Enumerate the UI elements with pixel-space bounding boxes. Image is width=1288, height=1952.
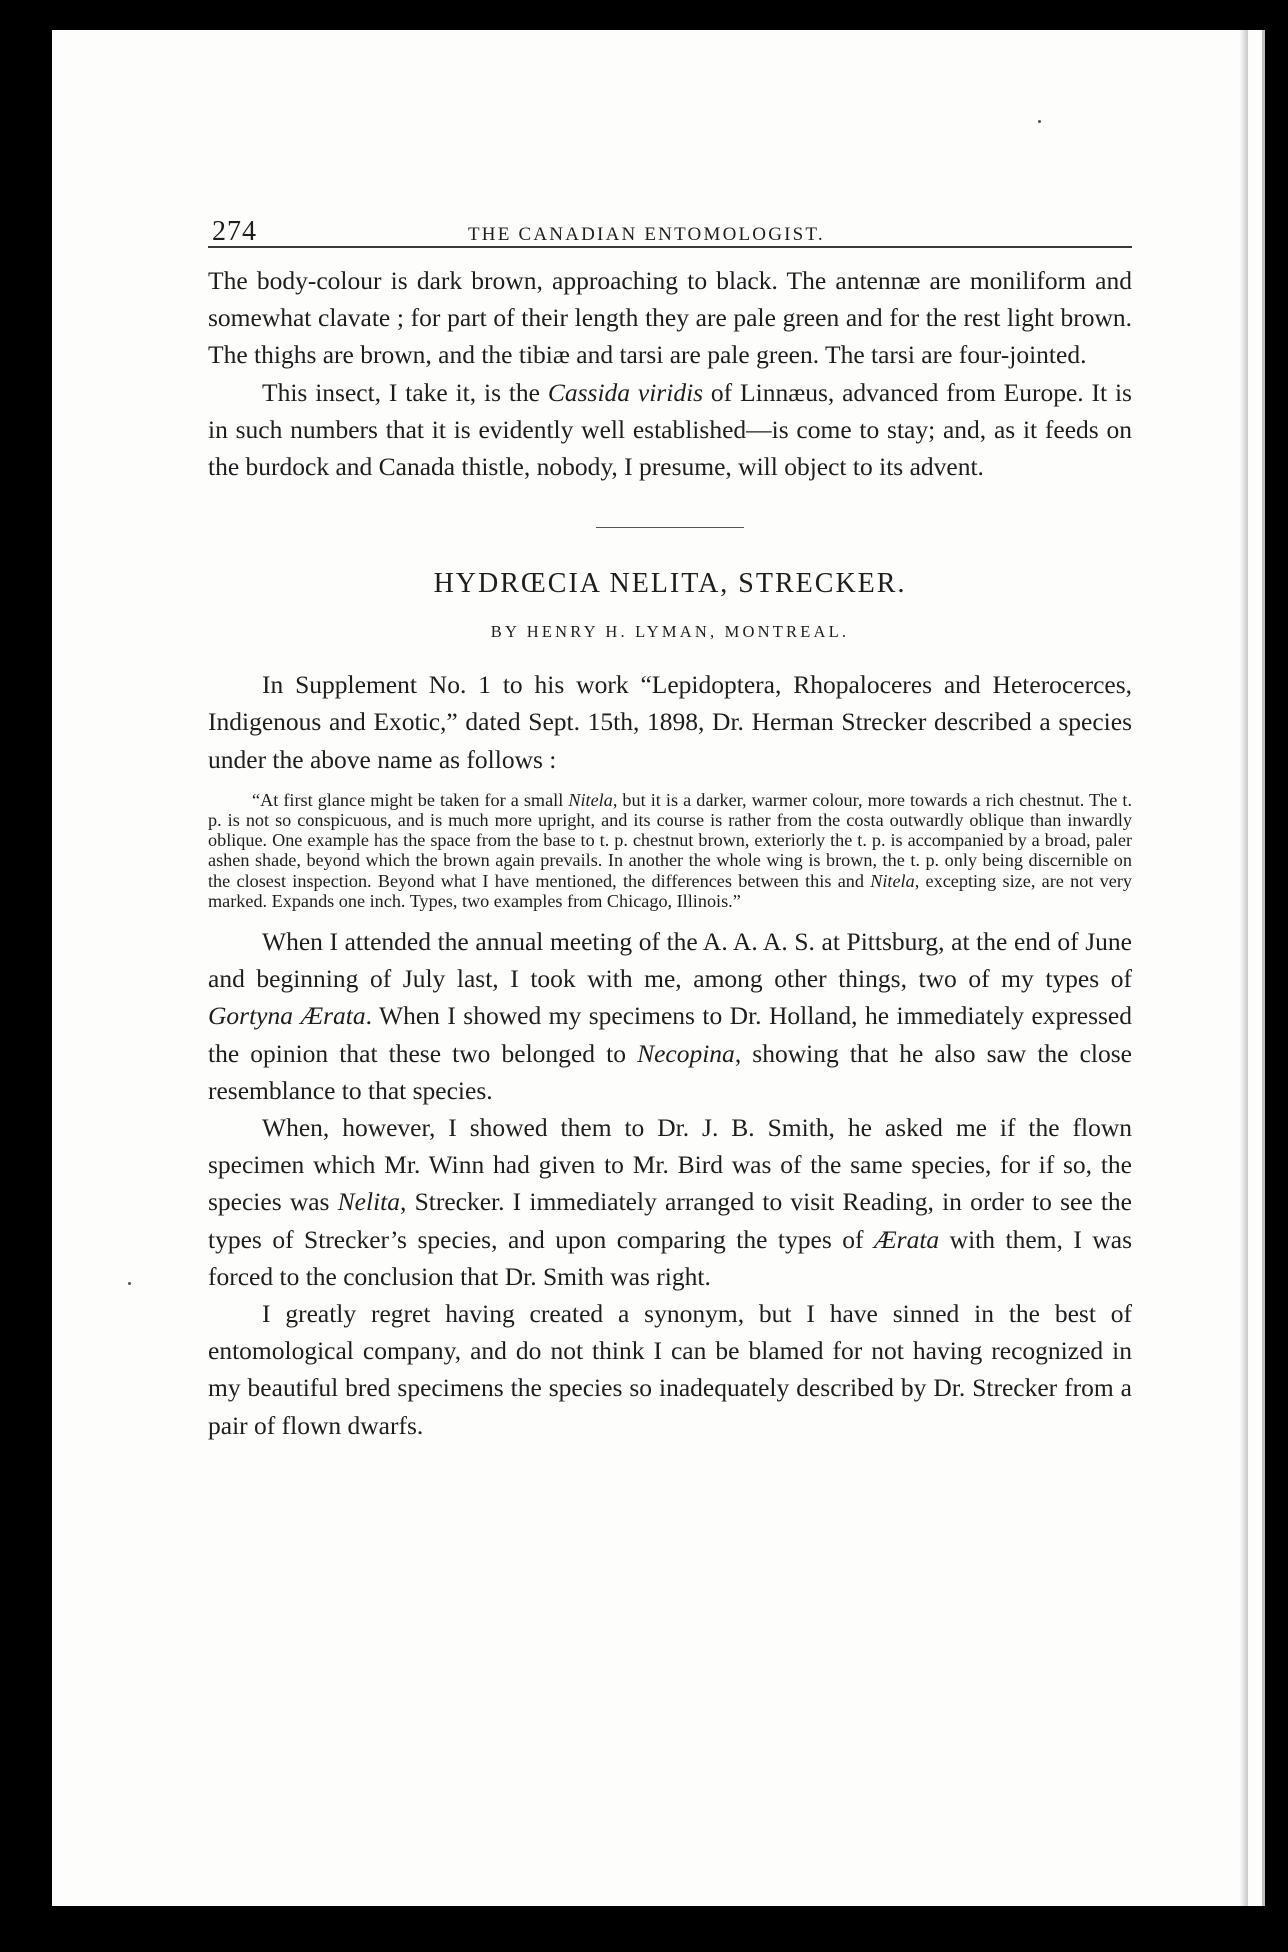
page-content <box>208 210 1132 1444</box>
block-quote <box>208 790 1132 911</box>
text-run: , Strecker. I immediately arranged to visit Reading, in order to see the types of Strecker’s species, and upon comparing the types of <box>208 1187 1132 1254</box>
section-divider <box>596 527 744 528</box>
species-name: Cassida viridis <box>547 377 704 407</box>
quote-text <box>208 790 1132 911</box>
article-title: HYDRŒCIA NELITA, STRECKER. <box>433 568 907 600</box>
paragraph-synonym: I greatly regret having created a synonym, but I have sinned in the best of entomological company, and do not think I can be blamed for not having recognized in my beautiful bred specimens the species so inadequately described by Dr. Strecker from a pair of flown dwarfs. <box>208 1299 1132 1440</box>
scan-border-bottom <box>0 1906 1288 1952</box>
page-number: 274 <box>212 216 257 247</box>
species-name: Nitela <box>870 870 915 891</box>
text-run: When, however, I showed them to Dr. J. B. Smith, he asked me if the flown specimen which Mr. Winn had given to Mr. Bird was of the same species, for if so, the species was <box>208 1113 1132 1217</box>
species-name: Ærata <box>874 1224 940 1254</box>
text-run: This insect, I take it, is the <box>262 377 548 407</box>
article-byline: BY HENRY H. LYMAN, MONTREAL. <box>490 622 850 642</box>
running-head <box>208 210 1132 248</box>
text-run: “At first glance might be taken for a small <box>252 789 569 810</box>
scan-border-top <box>0 0 1288 30</box>
text-run: , showing that he also saw the close resemblance to that species. <box>208 1038 1133 1105</box>
paragraph-body-colour: The body-colour is dark brown, approaching to black. The antennæ are moniliform and somewhat clavate ; for part of their length they are pale green and for the rest light brown. The thighs are brown, and the tibiæ and tarsi are pale green. The tarsi are four-jointed. <box>208 266 1132 370</box>
paragraph-smith <box>208 1109 1132 1295</box>
paragraph-lead: In Supplement No. 1 to his work “Lepidoptera, Rhopaloceres and Heterocerces, Indigenous and Exotic,” dated Sept. 15th, 1898, Dr. Herman Strecker described a species under the above name as follows : <box>208 670 1132 774</box>
scan-speck <box>1038 120 1041 123</box>
species-name: Gortyna Ærata <box>208 1001 366 1031</box>
text-run: of Linnæus, advanced from Europe. It is in such numbers that it is evidently well established—is come to stay; and, as it feeds on the burdock and Canada thistle, nobody, I presume, will object to its advent. <box>208 377 1132 482</box>
text-run: with them, I was forced to the conclusion that Dr. Smith was right. <box>208 1224 1132 1291</box>
paragraph-pittsburg <box>208 923 1132 1109</box>
text-run: . When I showed my specimens to Dr. Holland, he immediately expressed the opinion that these two belonged to <box>208 1001 1132 1068</box>
text-run: , but it is a darker, warmer colour, more towards a rich chestnut. The t. p. is not so conspicuous, and is much more upright, and its course is rather from the costa outwardly oblique than inwardly oblique. One example has the space from the base to t. p. chestnut brown, exteriorly the t. p. is accompanied by a broad, paler ashen shade, beyond which the brown again prevails. In another the whole wing is brown, the t. p. only being discernible on the closest inspection. Beyond what I have mentioned, the differences between this and <box>208 789 1132 891</box>
text-run: When I attended the annual meeting of the A. A. A. S. at Pittsburg, at the end of June and beginning of July last, I took with me, among other things, two of my types of <box>208 927 1132 994</box>
species-name: Nelita <box>337 1187 401 1217</box>
text-run: , excepting size, are not very marked. Expands one inch. Types, two examples from Chicago, Illinois.” <box>208 870 1132 911</box>
scan-border-right <box>1262 0 1288 1952</box>
species-name: Nitela <box>568 789 613 810</box>
scan-speck <box>128 1282 131 1285</box>
page-edge-shadow <box>1240 30 1248 1906</box>
paragraph-cassida <box>208 374 1132 486</box>
species-name: Necopina <box>637 1038 735 1068</box>
scan-border-left <box>0 0 52 1952</box>
journal-title: THE CANADIAN ENTOMOLOGIST. <box>468 224 825 245</box>
